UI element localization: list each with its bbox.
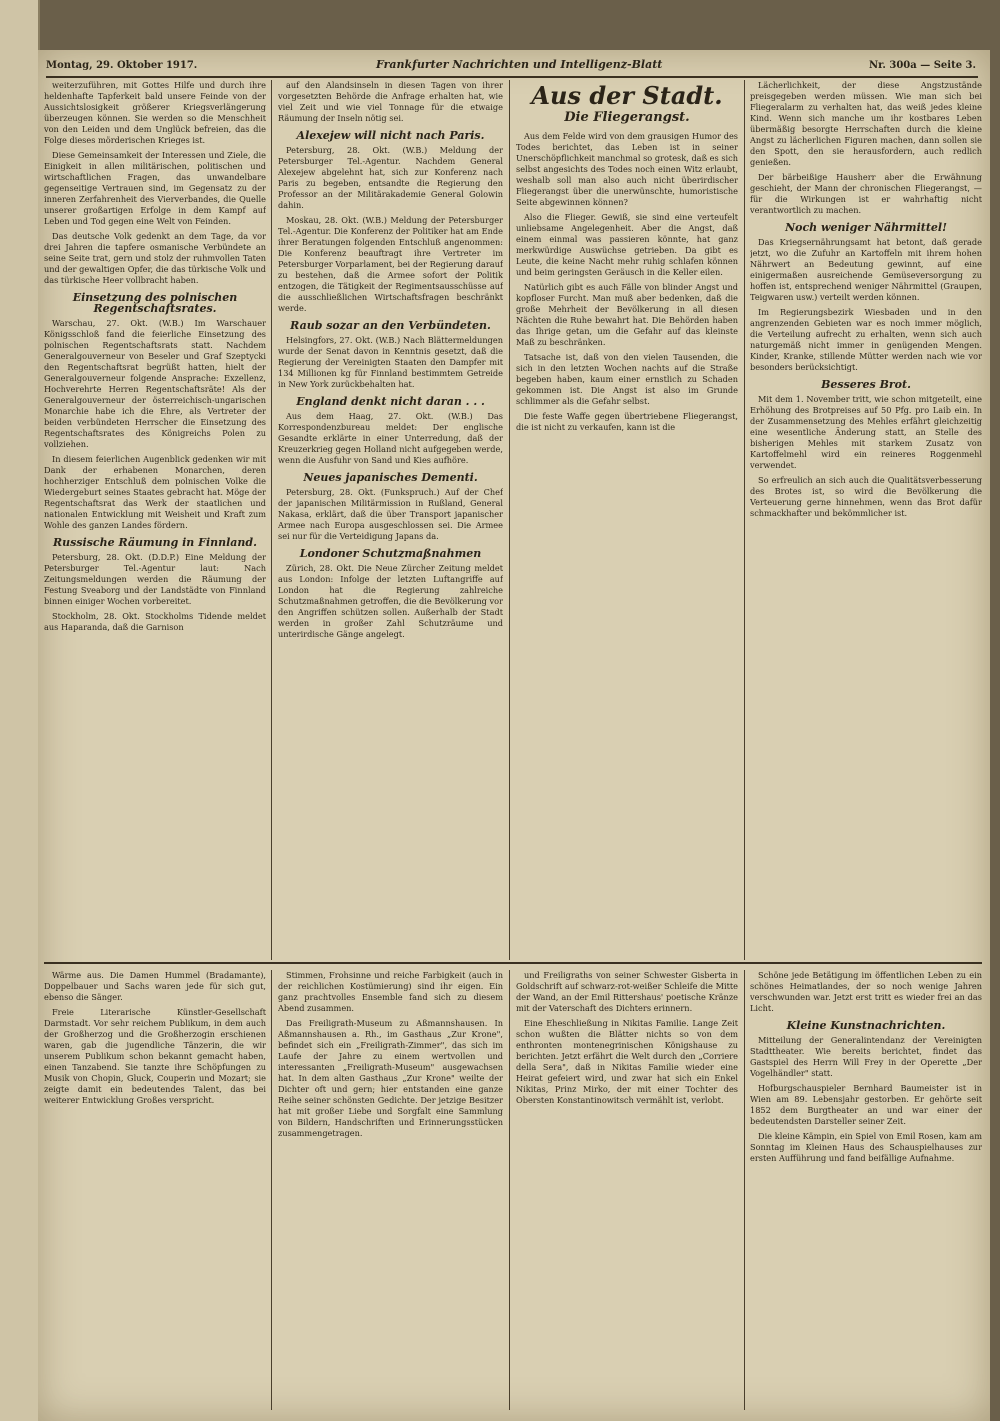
article-text: In diesem feierlichen Augenblick gedenken wir mit Dank der erhabenen Monarchen, deren hochherziger Entschluß dem polnischen Volke die Wiedergeburt seines Staates gebracht hat. Möge der Regentschaftsrat das Werk der staatlichen und nationalen Entwicklung mit Weisheit und Kraft zum Wohle des ganzen Landes fördern. bbox=[44, 454, 266, 530]
article-text: Petersburg, 28. Okt. (D.D.P.) Eine Meldung der Petersburger Tel.-Agentur laut: Nach Zeitungsmeldungen werden die Räumung der Festung Sveaborg und der Landstädte von Finnland binnen einiger Wochen vorbereitet. bbox=[44, 552, 266, 606]
article-text: Lächerlichkeit, der diese Angstzustände preisgegeben werden müssen. Wie man sich bei Fliegeralarm zu verhalten hat, das weiß jedes kleine Kind. Wenn sich manche um ihr kostbares Leben übermäßig besorgte Herrschaften durch die kleine Angst zu lächerlichen Figuren machen, dann sollen sie den Spott, den sie herausfordern, auch redlich genießen. bbox=[750, 80, 982, 167]
article-text: Schöne jede Betätigung im öffentlichen Leben zu ein schönes Heimatlandes, der so noch wenige Jahren verschwunden war. Jetzt erst tritt es wieder frei an das Licht. bbox=[750, 970, 982, 1013]
article-text: Warschau, 27. Okt. (W.B.) Im Warschauer Königsschloß fand die feierliche Einsetzung des polnischen Regentschaftsrats statt. Nachdem Generalgouverneur von Beseler und Graf Szeptycki den Regentschaftsrat begrüßt hatten, hielt der Generalgouverneur folgende Ansprache: Exzellenz, Hochverehrte Herren Regentschaftsräte! Als der Generalgouverneur der österreichisch-ungarischen Monarchie habe ich die Ehre, als Vertreter der beiden verbündeten Herrscher die Einsetzung des Regentschaftsrates des Königreichs Polen zu vollziehen. bbox=[44, 318, 266, 449]
column-rule bbox=[271, 970, 272, 1410]
article-text: Wärme aus. Die Damen Hummel (Bradamante), Doppelbauer und Sachs waren jede für sich gut, ebenso die Sänger. bbox=[44, 970, 266, 1002]
article-text: Der bärbeißige Hausherr aber die Erwähnung geschieht, der Mann der chronischen Fliegerangst, — für die Wirkungen ist er wahrhaftig nicht verantwortlich zu machen. bbox=[750, 172, 982, 215]
article-text: Die feste Waffe gegen übertriebene Fliegerangst, die ist nicht zu verkaufen, kann ist die bbox=[516, 411, 738, 432]
newspaper-page bbox=[38, 50, 990, 1421]
article-text: Also die Flieger. Gewiß, sie sind eine verteufelt unliebsame Angelegenheit. Aber die Angst, daß einem einmal was passieren könnte, hat ganz merkwürdige Auswüchse getrieben. Da gibt es Leute, die keine Nacht mehr ruhig schlafen können und beim geringsten Geräusch in die Keller eilen. bbox=[516, 212, 738, 277]
bottom-column-2 bbox=[278, 970, 503, 1410]
header-date: Montag, 29. Oktober 1917. bbox=[46, 60, 198, 71]
column-rule bbox=[509, 80, 510, 960]
article-text: Moskau, 28. Okt. (W.B.) Meldung der Petersburger Tel.-Agentur. Die Konferenz der Politiker hat am Ende ihrer Beratungen folgenden Entschluß angenommen: Die Konferenz beauftragt ihre Vertreter im Petersburger Vorparlament, bei der Regierung darauf zu bestehen, daß die Armee sofort der Politik entzogen, die Tätigkeit der Regimentsausschüsse auf die ausschließlichen Wirtschaftsfragen beschränkt werde. bbox=[278, 215, 503, 313]
feuilleton-rule bbox=[44, 962, 982, 964]
headline-kunst: Kleine Kunstnachrichten. bbox=[786, 1019, 946, 1032]
section-title: Aus der Stadt. bbox=[531, 81, 723, 110]
article-text: und Freiligraths von seiner Schwester Gisberta in Goldschrift auf schwarz-rot-weißer Schleife die Mitte der Wand, an der Emil Rittershaus' poetische Kränze mit der Vaterschaft des Dichters erinnern. bbox=[516, 970, 738, 1013]
article-text: Petersburg, 28. Okt. (Funkspruch.) Auf der Chef der japanischen Militärmission in Rußland, General Nakasa, erklärt, daß die über Transport japanischer Armee nach Europa ausgeschlossen sei. Die Armee sei nur für die Verteidigung Japans da. bbox=[278, 487, 503, 541]
article-text: Stockholm, 28. Okt. Stockholms Tidende meldet aus Haparanda, daß die Garnison bbox=[44, 611, 266, 632]
column-rule bbox=[271, 80, 272, 960]
headline-london: Londoner Schutzmaßnahmen bbox=[299, 547, 482, 560]
article-text: auf den Alandsinseln in diesen Tagen von ihrer vorgesetzten Behörde die Anfrage erhalten hat, wie viel Zeit und wie viel Tonnage für die etwaige Räumung der Inseln nötig sei. bbox=[278, 80, 503, 123]
article-text: Petersburg, 28. Okt. (W.B.) Meldung der Petersburger Tel.-Agentur. Nachdem General Alexejew abgelehnt hat, sich zur Konferenz nach Paris zu begeben, entsandte die Regierung den Professor an der Militärakademie General Golowin dahin. bbox=[278, 145, 503, 210]
article-text: Diese Gemeinsamkeit der Interessen und Ziele, die Einigkeit in allen militärischen, politischen und wirtschaftlichen Fragen, das unwandelbare gegenseitige Vertrauen sind, im Gegensatz zu der inneren Zerfahrenheit des Vierverbandes, die Quelle unserer großartigen Erfolge in dem Kampf auf Leben und Tod gegen eine Welt von Feinden. bbox=[44, 150, 266, 226]
column-1 bbox=[44, 80, 266, 960]
column-rule bbox=[744, 970, 745, 1410]
headline-japan: Neues japanisches Dementi. bbox=[303, 471, 478, 484]
article-text: Helsingfors, 27. Okt. (W.B.) Nach Blättermeldungen wurde der Senat davon in Kenntnis gesetzt, daß die Regierung der Vereinigten Staaten den Dampfer mit 134 Millionen kg für Finnland bestimmtem Getreide in New York zurückbehalten hat. bbox=[278, 335, 503, 389]
column-4 bbox=[750, 80, 982, 960]
header-page-number: Nr. 300a — Seite 3. bbox=[868, 60, 976, 71]
article-text: So erfreulich an sich auch die Qualitätsverbesserung des Brotes ist, so wird die Bevölkerung die Verteuerung gerne hinnehmen, wenn das Brot dafür schmackhafter und bekömmlicher ist. bbox=[750, 475, 982, 518]
headline-polen: Einsetzung des polnischen Regentschaftsrates. bbox=[72, 291, 238, 315]
article-text: Das Kriegsernährungsamt hat betont, daß gerade jetzt, wo die Zufuhr an Kartoffeln mit ihrem hohen Nährwert an Bedeutung gewinnt, auf eine einigermaßen ausreichende Gemüseversorgung zu hoffen ist, entsprechend weniger Nährmittel (Graupen, Teigwaren usw.) verteilt werden können. bbox=[750, 237, 982, 302]
headline-brot: Besseres Brot. bbox=[821, 378, 911, 391]
article-text: Die kleine Kämpin, ein Spiel von Emil Rosen, kam am Sonntag im Kleinen Haus des Schauspielhauses zur ersten Aufführung und fand beifällige Aufnahme. bbox=[750, 1131, 982, 1163]
headline-alexejew: Alexejew will nicht nach Paris. bbox=[296, 129, 485, 142]
article-text: Eine Eheschließung in Nikitas Familie. Lange Zeit schon wußten die Blätter nichts so von dem enthronten montenegrinischen Königshause zu berichten. Jetzt erfährt die Welt durch den „Corriere della Sera", daß in Nikitas Familie wieder eine Heirat gefeiert wird, und zwar hat sich ein Enkel Nikitas, Prinz Mirko, der mit einer Tochter des Obersten Konstantinowitsch vermählt ist, verlobt. bbox=[516, 1018, 738, 1105]
bottom-column-3 bbox=[516, 970, 738, 1410]
article-text: weiterzuführen, mit Gottes Hilfe und durch ihre heldenhafte Tapferkeit bald unsere Feinde von der Aussichtslosigkeit größerer Kriegsverlängerung überzeugen können. Sie werden so die Menschheit von den Leiden und dem Unglück befreien, das die Folge dieses mörderischen Krieges ist. bbox=[44, 80, 266, 145]
headline-england: England denkt nicht daran . . . bbox=[296, 395, 485, 408]
article-text: Tatsache ist, daß von den vielen Tausenden, die sich in den letzten Wochen nachts auf die Straße begeben haben, kaum einer ernstlich zu Schaden gekommen ist. Die Angst ist also im Grunde schlimmer als die Gefahr selbst. bbox=[516, 352, 738, 406]
article-text: Mit dem 1. November tritt, wie schon mitgeteilt, eine Erhöhung des Brotpreises auf 50 Pfg. pro Laib ein. In der Zusammensetzung des Mehles erfährt gleichzeitig eine wesentliche Änderung statt, an Stelle des bisherigen Mehles mit starkem Zusatz von Kartoffelmehl wird ein reineres Roggenmehl verwendet. bbox=[750, 394, 982, 470]
article-text: Im Regierungsbezirk Wiesbaden und in den angrenzenden Gebieten war es noch immer möglich, die Verteilung aufrecht zu erhalten, wenn sich auch naturgemäß nicht immer in genügenden Mengen. Kinder, Kranke, stillende Mütter werden nach wie vor besonders berücksichtigt. bbox=[750, 307, 982, 372]
article-text: Das Freiligrath-Museum zu Aßmannshausen. In Aßmannshausen a. Rh., im Gasthaus „Zur Krone", befindet sich ein „Freiligrath-Zimmer", das sich im Laufe der Jahre zu einem wertvollen und interessanten „Freiligrath-Museum" ausgewachsen hat. In dem alten Gasthaus „Zur Krone" weilte der Dichter oft und gern; hier entstanden eine ganze Reihe seiner schönsten Gedichte. Der jetzige Besitzer hat mit großer Liebe und Sorgfalt eine Sammlung von Bildern, Handschriften und Erinnerungsstücken zusammengetragen. bbox=[278, 1018, 503, 1138]
headline-raub: Raub sozar an den Verbündeten. bbox=[290, 319, 491, 332]
adjacent-page-strip bbox=[0, 0, 40, 1421]
article-text: Freie Literarische Künstler-Gesellschaft Darmstadt. Vor sehr reichem Publikum, in dem auch der Großherzog und die Großherzogin erschienen waren, gab die jugendliche Tänzerin, die wir unserem Publikum schon bekannt gemacht haben, einen Tanzabend. Sie tanzte ihre Schöpfungen zu Musik von Chopin, Gluck, Couperin und Mozart; sie zeigte damit ein bedeutendes Talent, das bei weiterer Entwicklung Großes verspricht. bbox=[44, 1007, 266, 1105]
column-rule bbox=[744, 80, 745, 960]
column-rule bbox=[509, 970, 510, 1410]
article-text: Natürlich gibt es auch Fälle von blinder Angst und kopfloser Furcht. Man muß aber bedenken, daß die große Mehrheit der Bevölkerung in all diesen Nächten die Ruhe bewahrt hat. Die Behörden haben das Ihrige getan, um die Gefahr auf das kleinste Maß zu beschränken. bbox=[516, 282, 738, 347]
column-3 bbox=[516, 80, 738, 960]
column-2 bbox=[278, 80, 503, 960]
header-masthead: Frankfurter Nachrichten und Intelligenz-Blatt bbox=[376, 58, 663, 71]
page-header bbox=[46, 58, 978, 78]
headline-naehrmittel: Noch weniger Nährmittel! bbox=[785, 221, 947, 234]
headline-finnland: Russische Räumung in Finnland. bbox=[53, 536, 257, 549]
bottom-column-4 bbox=[750, 970, 982, 1410]
article-text: Aus dem Haag, 27. Okt. (W.B.) Das Korrespondenzbureau meldet: Der englische Gesandte erklärte in einer Unterredung, daß der Kreuzerkrieg gegen Holland nicht aufgegeben werde, wenn die Ausfuhr von Sand und Kies aufhöre. bbox=[278, 411, 503, 465]
article-text: Aus dem Felde wird von dem grausigen Humor des Todes berichtet, das Leben ist in seiner Unerschöpflichkeit manchmal so grotesk, daß es sich selbst angesichts des Todes noch einen Witz erlaubt, weshalb soll man also auch nicht überirdischer Fliegerangst über die unerwünschte, humoristische Seite abgewinnen können? bbox=[516, 131, 738, 207]
section-subtitle: Die Fliegerangst. bbox=[564, 110, 690, 125]
bottom-column-1 bbox=[44, 970, 266, 1410]
article-text: Stimmen, Frohsinne und reiche Farbigkeit (auch in der reichlichen Kostümierung) sind ihr eigen. Ein ganz prachtvolles Ensemble fand sich zu diesem Abend zusammen. bbox=[278, 970, 503, 1013]
article-text: Das deutsche Volk gedenkt an dem Tage, da vor drei Jahren die tapfere osmanische Verbündete an seine Seite trat, gern und stolz der ruhmvollen Taten und der gewaltigen Opfer, die das türkische Volk und das türkische Heer vollbracht haben. bbox=[44, 231, 266, 285]
article-text: Mitteilung der Generalintendanz der Vereinigten Stadttheater. Wie bereits berichtet, findet das Gastspiel des Herrn Will Frey in der Operette „Der Vogelhändler" statt. bbox=[750, 1035, 982, 1078]
article-text: Zürich, 28. Okt. Die Neue Zürcher Zeitung meldet aus London: Infolge der letzten Luftangriffe auf London hat die Regierung zahlreiche Schutzmaßnahmen getroffen, die die Bevölkerung vor den Angriffen schützen sollen. Außerhalb der Stadt werden in großer Zahl Schutzräume und unterirdische Gänge angelegt. bbox=[278, 563, 503, 639]
article-text: Hofburgschauspieler Bernhard Baumeister ist in Wien am 89. Lebensjahr gestorben. Er gehörte seit 1852 dem Burgtheater an und war einer der bedeutendsten Darsteller seiner Zeit. bbox=[750, 1083, 982, 1126]
